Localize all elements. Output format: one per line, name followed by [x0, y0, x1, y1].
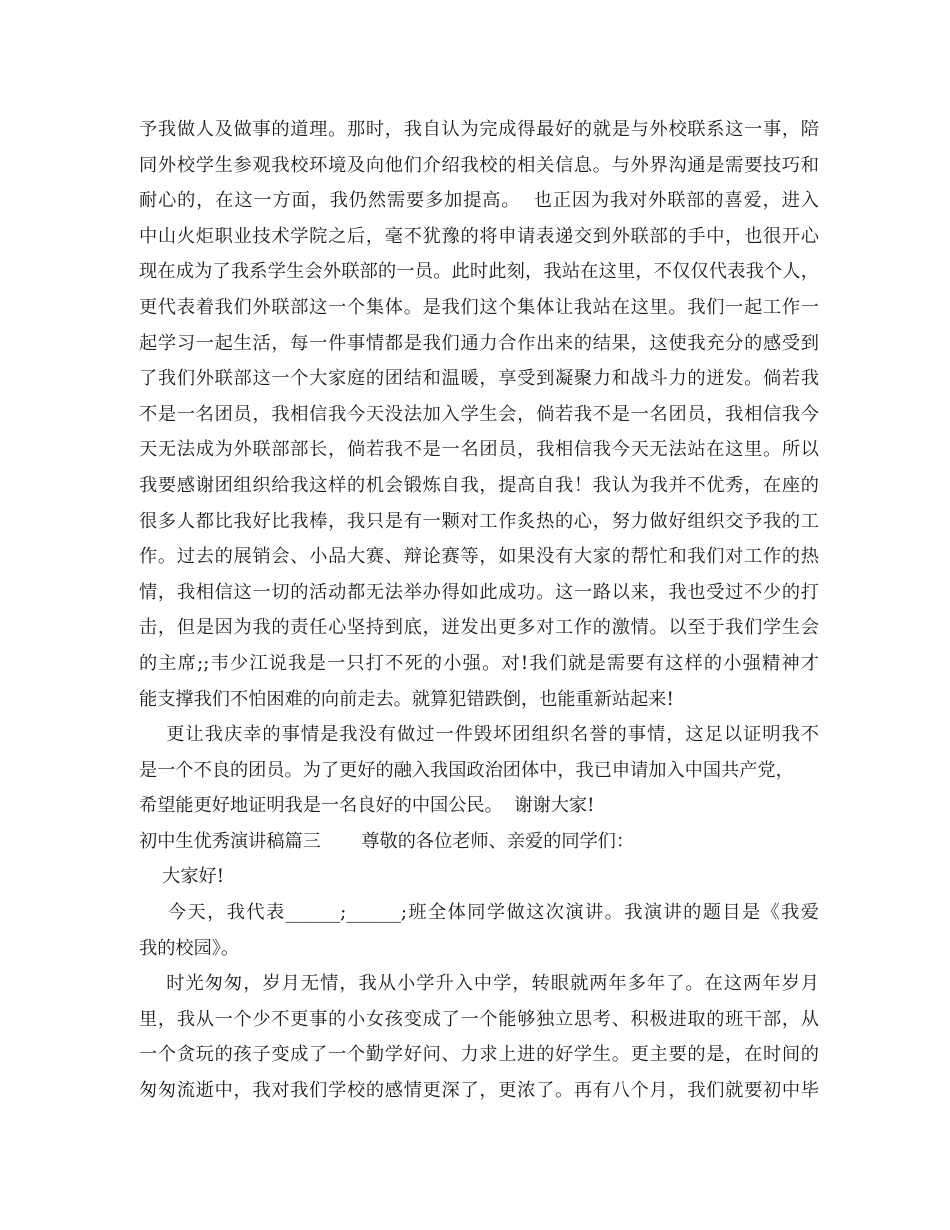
text-line: 的主席;;韦少江说我是一只打不死的小强。对!我们就是需要有这样的小强精神才	[139, 652, 819, 674]
text-line: 一个贪玩的孩子变成了一个勤学好问、力求上进的好学生。更主要的是，在时间的	[139, 1044, 819, 1066]
text-line: 希望能更好地证明我是一名良好的中国公民。 谢谢大家!	[139, 795, 595, 817]
text-line: 不是一名团员，我相信我今天没法加入学生会，倘若我不是一名团员，我相信我今	[139, 403, 819, 425]
text-line: 初中生优秀演讲稿篇三 尊敬的各位老师、亲爱的同学们：	[139, 830, 635, 852]
text-line: 里，我从一个少不更事的小女孩变成了一个能够独立思考、积极进取的班干部，从	[139, 1008, 819, 1030]
document-body	[139, 112, 819, 1109]
text-line: 同外校学生参观我校环境及向他们介绍我校的相关信息。与外界沟通是需要技巧和	[139, 154, 819, 176]
text-line: 我的校园》。	[139, 937, 240, 959]
text-line: 匆匆流逝中，我对我们学校的感情更深了，更浓了。再有八个月，我们就要初中毕	[139, 1080, 819, 1102]
text-line: 予我做人及做事的道理。那时，我自认为完成得最好的就是与外校联系这一事，陪	[139, 119, 819, 140]
text-line: 能支撑我们不怕困难的向前走去。就算犯错跌倒，也能重新站起来!	[139, 688, 674, 710]
text-line: 耐心的，在这一方面，我仍然需要多加提高。 也正因为我对外联部的喜爱，进入	[139, 190, 819, 212]
text-line: 了我们外联部这一个大家庭的团结和温暖，享受到凝聚力和战斗力的迸发。倘若我	[139, 368, 819, 390]
text-line: 现在成为了我系学生会外联部的一员。此时此刻，我站在这里，不仅仅代表我个人，	[139, 261, 819, 283]
text-line: 大家好!	[139, 866, 224, 888]
text-line: 作。过去的展销会、小品大赛、辩论赛等，如果没有大家的帮忙和我们对工作的热	[139, 546, 819, 568]
text-line: 更代表着我们外联部这一个集体。是我们这个集体让我站在这里。我们一起工作一	[139, 296, 819, 318]
text-line: 时光匆匆，岁月无情，我从小学升入中学，转眼就两年多年了。在这两年岁月	[139, 973, 819, 995]
text-line: 今天，我代表______;______;班全体同学做这次演讲。我演讲的题目是《我爱	[139, 902, 819, 924]
text-line: 是一个不良的团员。为了更好的融入我国政治团体中，我已申请加入中国共产党，	[139, 759, 794, 781]
text-line: 击，但是因为我的责任心坚持到底，迸发出更多对工作的激情。以至于我们学生会	[139, 617, 819, 639]
text-line: 很多人都比我好比我棒，我只是有一颗对工作炙热的心，努力做好组织交予我的工	[139, 510, 819, 532]
text-line: 我要感谢团组织给我这样的机会锻炼自我，提高自我！我认为我并不优秀，在座的	[139, 474, 819, 496]
text-line: 天无法成为外联部部长，倘若我不是一名团员，我相信我今天无法站在这里。所以	[139, 439, 819, 461]
text-line: 情，我相信这一切的活动都无法举办得如此成功。这一路以来，我也受过不少的打	[139, 581, 819, 603]
text-line: 中山火炬职业技术学院之后，毫不犹豫的将申请表递交到外联部的手中，也很开心	[139, 225, 819, 247]
text-line: 起学习一起生活，每一件事情都是我们通力合作出来的结果，这使我充分的感受到	[139, 332, 819, 354]
text-line: 更让我庆幸的事情是我没有做过一件毁坏团组织名誉的事情，这足以证明我不	[139, 724, 819, 746]
